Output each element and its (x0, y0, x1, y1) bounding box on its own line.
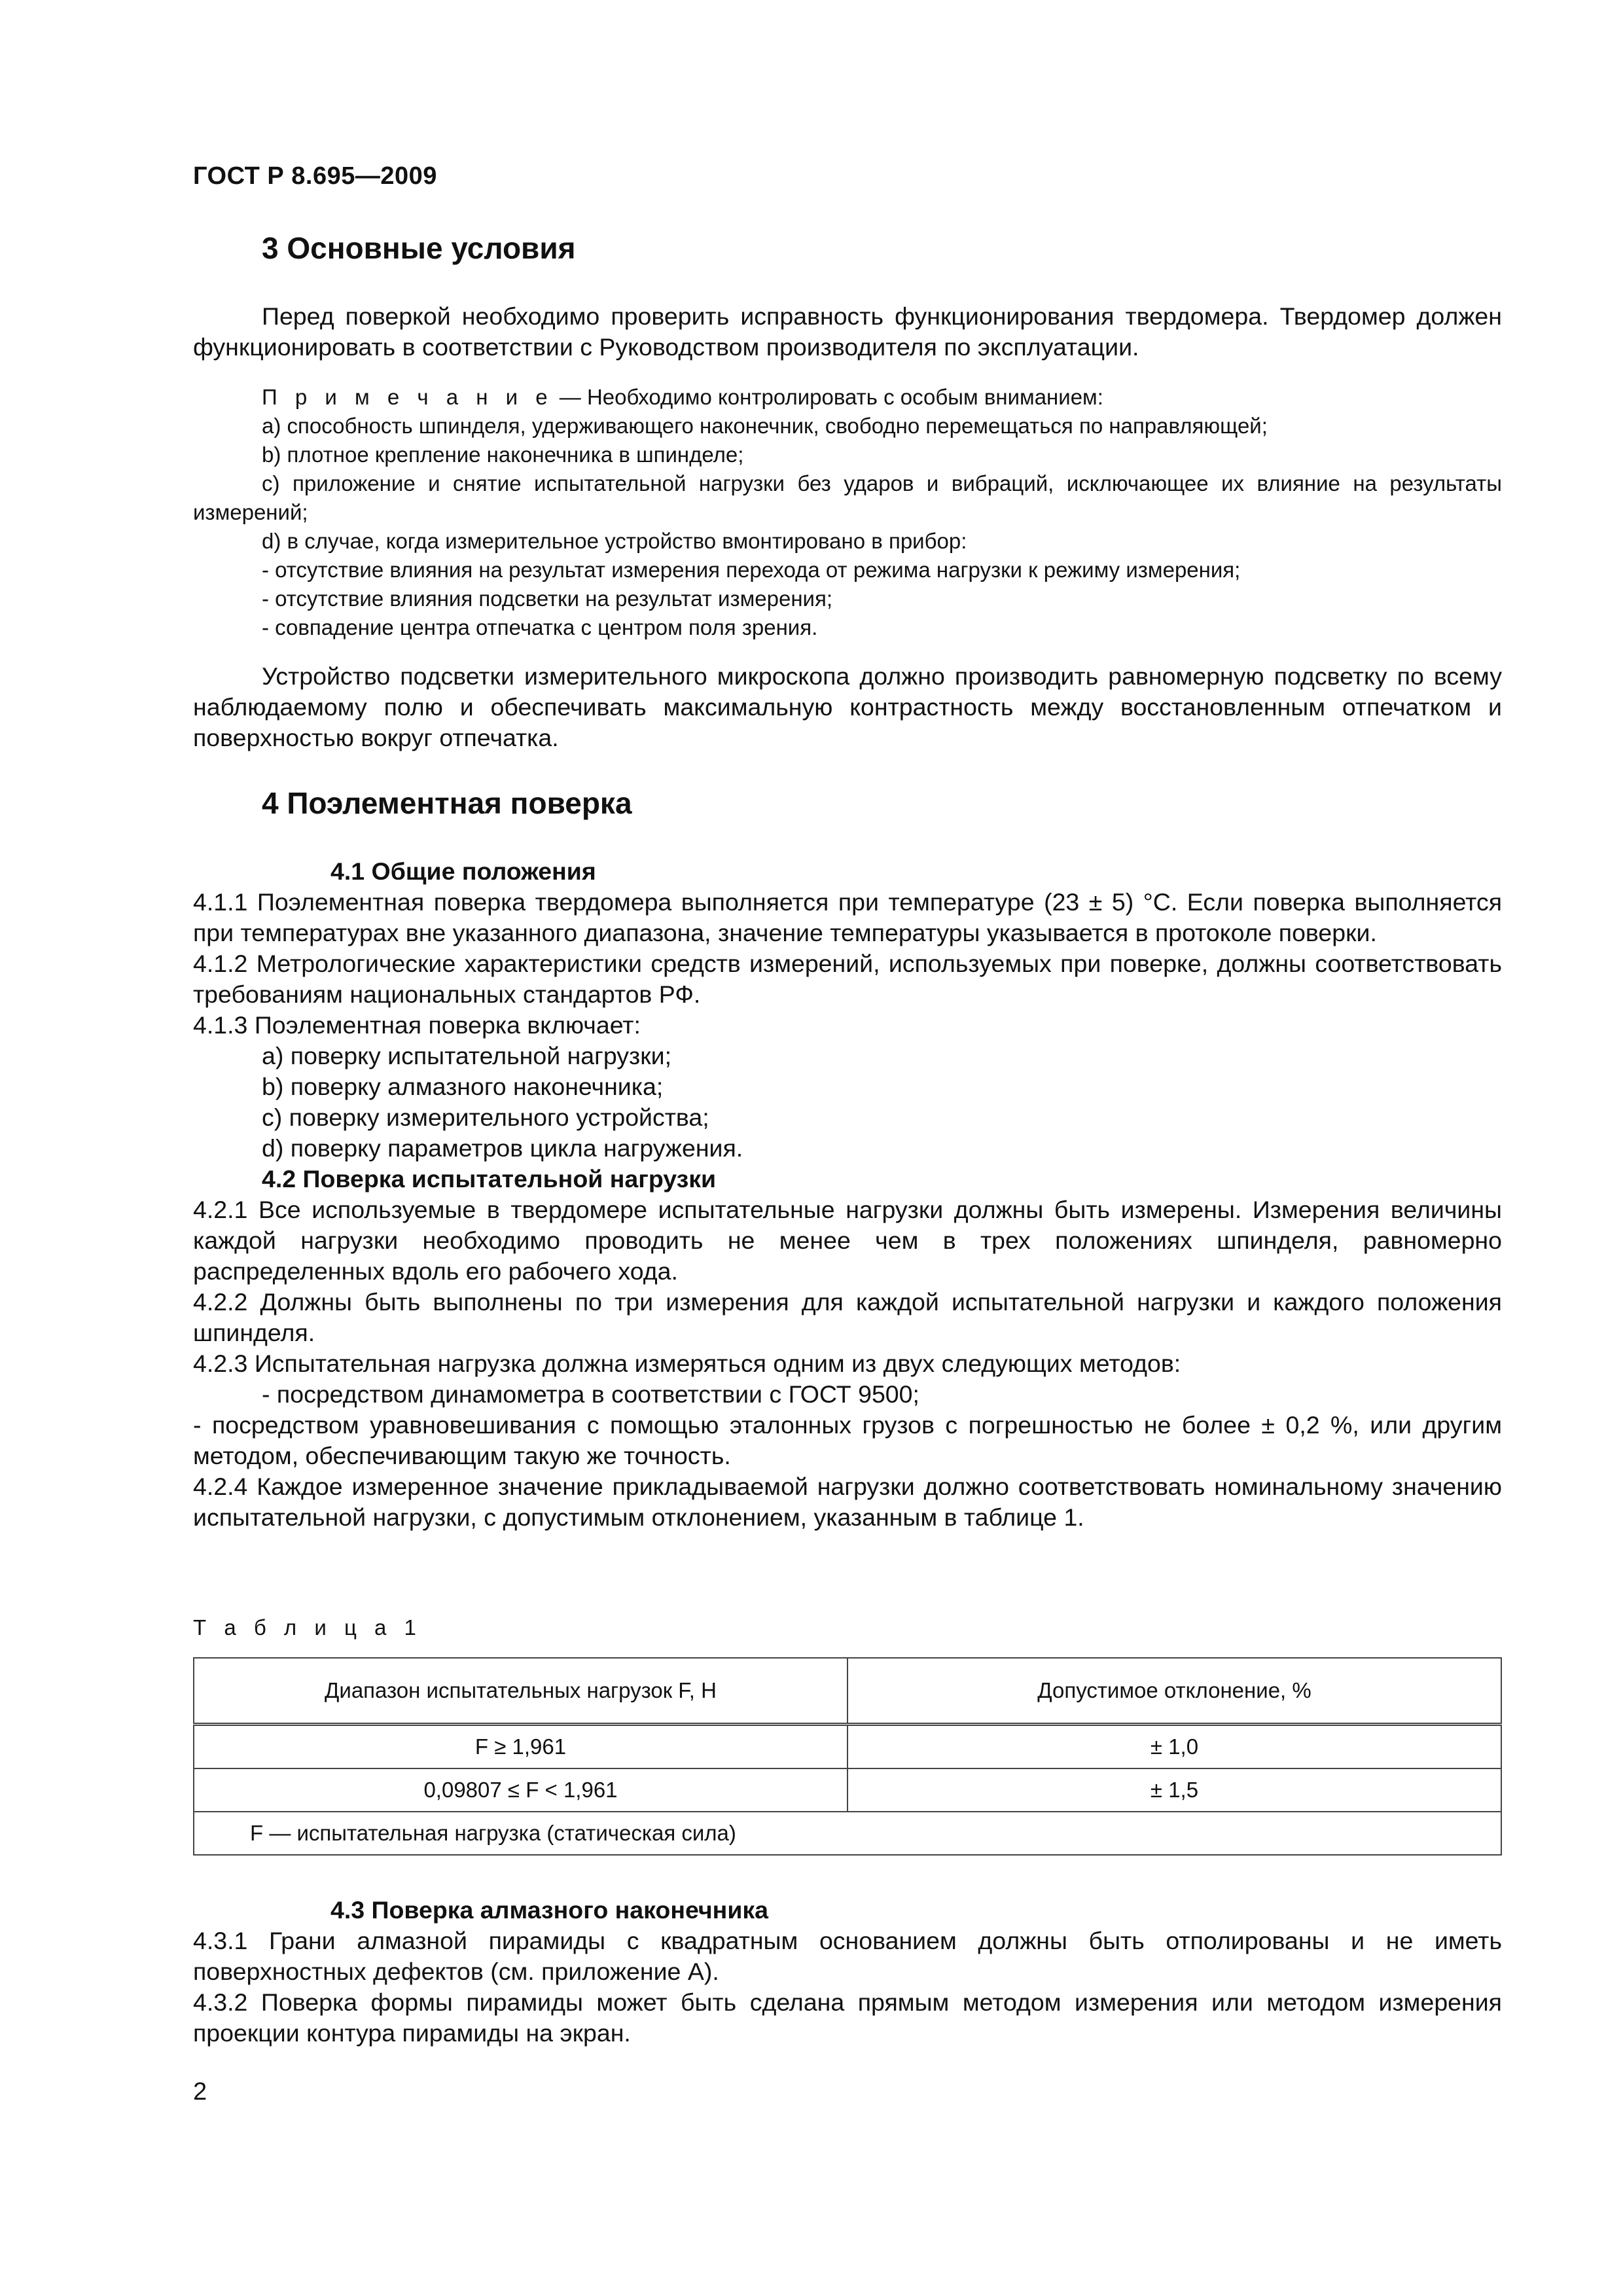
table-header-deviation: Допустимое отклонение, % (847, 1658, 1501, 1725)
clause-4-2-3-method-1: - посредством динамометра в соответствии с ГОСТ 9500; (262, 1380, 919, 1408)
table-1-caption: Т а б л и ц а 1 (193, 1615, 422, 1640)
note-intro: — Необходимо контролировать с особым вниманием: (553, 385, 1103, 409)
note-item-b: b) плотное крепление наконечника в шпинделе; (262, 442, 744, 467)
subsection-4-3 (193, 1895, 1502, 2049)
note-item-d2: - отсутствие влияния подсветки на результат измерения; (262, 586, 833, 611)
table-header-range: Диапазон испытательных нагрузок F, Н (194, 1658, 847, 1725)
table-header-row (194, 1658, 1501, 1725)
clause-4-1-2: 4.1.2 Метрологические характеристики средств измерений, используемых при поверке, должны соответствовать требованиям национальных стандартов РФ. (193, 950, 1502, 1008)
note-item-d3: - совпадение центра отпечатка с центром поля зрения. (262, 615, 818, 639)
table-note: F — испытательная нагрузка (статическая сила) (194, 1812, 1501, 1855)
table-row (194, 1768, 1501, 1812)
note-intro-line (193, 383, 1502, 412)
clause-4-3-1: 4.3.1 Грани алмазной пирамиды с квадратным основанием должны быть отполированы и не иметь поверхностных дефектов (см. приложение А). (193, 1927, 1502, 1985)
clause-4-3-2: 4.3.2 Поверка формы пирамиды может быть сделана прямым методом измерения или методом измерения проекции контура пирамиды на экран. (193, 1988, 1502, 2047)
clause-4-1-3-b: b) поверку алмазного наконечника; (262, 1073, 664, 1100)
note-item-d: d) в случае, когда измерительное устройство вмонтировано в прибор: (262, 529, 967, 553)
clause-4-1-1: 4.1.1 Поэлементная поверка твердомера выполняется при температуре (23 ± 5) °С. Если поверка выполняется при температурах вне указанного диапазона, значение температуры указывается в протоколе поверки. (193, 888, 1502, 946)
clause-4-1-3-a: a) поверку испытательной нагрузки; (262, 1042, 671, 1069)
table-cell-deviation: ± 1,0 (847, 1725, 1501, 1769)
note-item-d1: - отсутствие влияния на результат измерения перехода от режима нагрузки к режиму измерения; (262, 558, 1241, 582)
table-row (194, 1725, 1501, 1769)
table-1 (193, 1657, 1502, 1856)
section-3-title: 3 Основные условия (262, 231, 576, 265)
clause-4-2-2: 4.2.2 Должны быть выполнены по три измерения для каждой испытательной нагрузки и каждого положения шпинделя. (193, 1288, 1502, 1346)
section-3-paragraph-1: Перед поверкой необходимо проверить исправность функционирования твердомера. Твердомер должен функционировать в соответствии с Руководством производителя по эксплуатации. (193, 302, 1502, 361)
clause-4-2-3-method-2: - посредством уравновешивания с помощью эталонных грузов с погрешностью не более ± 0,2 %, или другим методом, обеспечивающим такую же точность. (193, 1411, 1502, 1469)
note-item-c: c) приложение и снятие испытательной нагрузки без ударов и вибраций, исключающее их влияние на результаты измерений; (193, 471, 1502, 524)
clause-4-1-3-c: c) поверку измерительного устройства; (262, 1103, 709, 1131)
section-4-title: 4 Поэлементная поверка (262, 786, 632, 820)
section-4-body (193, 856, 1502, 1533)
clause-4-2-4: 4.2.4 Каждое измеренное значение прикладываемой нагрузки должно соответствовать номинальному значению испытательной нагрузки, с допустимым отклонением, указанным в таблице 1. (193, 1473, 1502, 1531)
note-label: П р и м е ч а н и е (262, 385, 554, 409)
subsection-4-3-title: 4.3 Поверка алмазного наконечника (330, 1896, 769, 1924)
section-3-paragraph-2: Устройство подсветки измерительного микроскопа должно производить равномерную подсветку по всему наблюдаемому полю и обеспечивать максимальную контрастность между восстановленным отпечатком и поверхностью вокруг отпечатка. (193, 662, 1502, 751)
note-item-a: a) способность шпинделя, удерживающего наконечник, свободно перемещаться по направляющей; (262, 414, 1268, 438)
page-number: 2 (193, 2078, 207, 2106)
subsection-4-2-title: 4.2 Поверка испытательной нагрузки (262, 1165, 717, 1193)
clause-4-1-3: 4.1.3 Поэлементная поверка включает: (193, 1011, 641, 1039)
table-cell-range: 0,09807 ≤ F < 1,961 (194, 1768, 847, 1812)
clause-4-1-3-d: d) поверку параметров цикла нагружения. (262, 1134, 743, 1162)
table-cell-deviation: ± 1,5 (847, 1768, 1501, 1812)
section-3-note (193, 383, 1502, 642)
clause-4-2-3: 4.2.3 Испытательная нагрузка должна измеряться одним из двух следующих методов: (193, 1350, 1181, 1377)
table-cell-range: F ≥ 1,961 (194, 1725, 847, 1769)
table-note-row (194, 1812, 1501, 1855)
clause-4-2-1: 4.2.1 Все используемые в твердомере испытательные нагрузки должны быть измерены. Измерения величины каждой нагрузки необходимо проводить не менее чем в трех положениях шпинделя, равномерно распределенных вдоль его рабочего хода. (193, 1196, 1502, 1285)
document-header: ГОСТ Р 8.695—2009 (193, 162, 437, 190)
subsection-4-1-title: 4.1 Общие положения (330, 857, 596, 885)
